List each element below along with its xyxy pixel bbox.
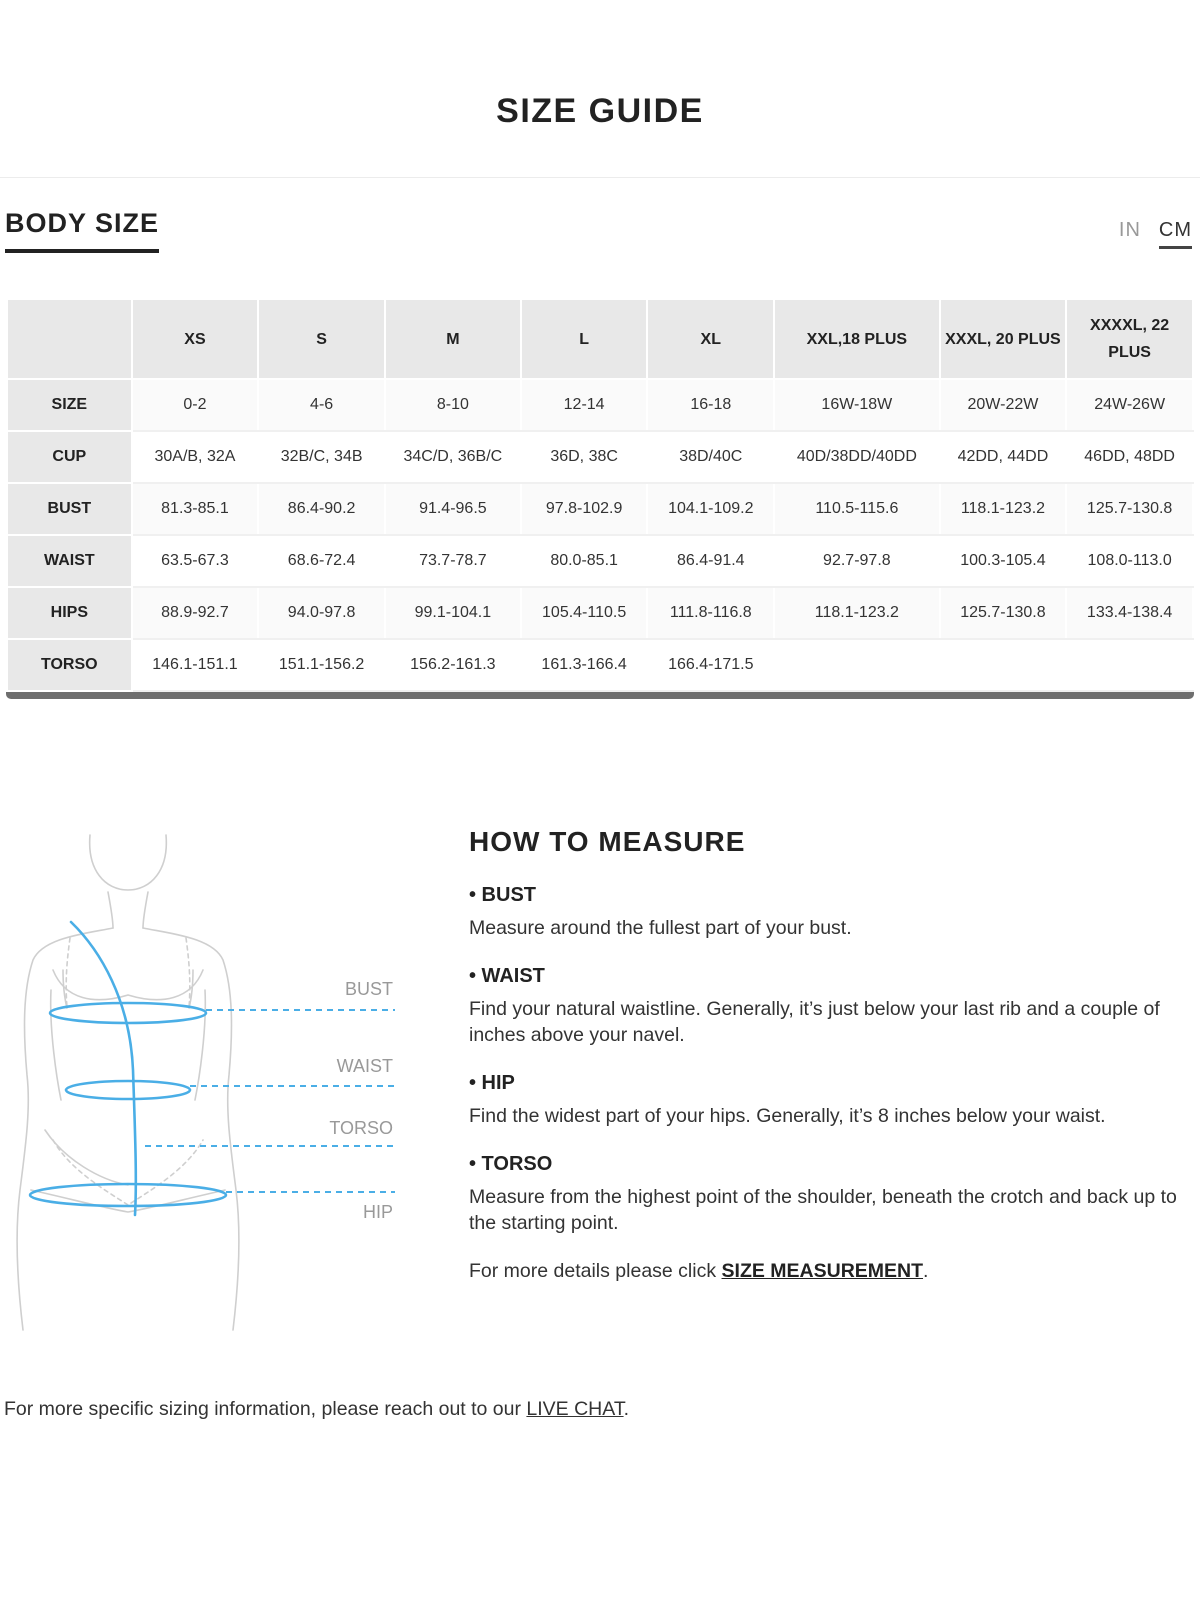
table-cell: 34C/D, 36B/C xyxy=(385,431,521,483)
table-cell: 63.5-67.3 xyxy=(132,535,259,587)
table-cell: 81.3-85.1 xyxy=(132,483,259,535)
live-chat-link[interactable]: LIVE CHAT xyxy=(526,1398,624,1420)
table-row xyxy=(7,483,1193,535)
measure-item-torso xyxy=(469,1153,1199,1236)
table-cell xyxy=(1066,639,1193,691)
table-cell: 110.5-115.6 xyxy=(774,483,939,535)
table-cell: 125.7-130.8 xyxy=(1066,483,1193,535)
column-header: XXL,18 PLUS xyxy=(774,299,939,379)
table-cell: 88.9-92.7 xyxy=(132,587,259,639)
row-header: HIPS xyxy=(7,587,132,639)
column-header: XS xyxy=(132,299,259,379)
table-row xyxy=(7,587,1193,639)
measure-heading: • WAIST xyxy=(469,965,545,987)
measure-heading: • TORSO xyxy=(469,1153,553,1175)
size-measurement-link[interactable]: SIZE MEASUREMENT xyxy=(721,1260,924,1282)
row-header: BUST xyxy=(7,483,132,535)
size-table xyxy=(6,298,1194,692)
table-row xyxy=(7,431,1193,483)
table-row xyxy=(7,535,1193,587)
measure-text: Measure from the highest point of the shoulder, beneath the crotch and back up to the starting point. xyxy=(469,1186,1177,1234)
bust-measure-line xyxy=(50,1003,206,1023)
size-table-container xyxy=(6,298,1194,699)
body-size-title: BODY SIZE xyxy=(5,208,159,253)
hip-measure-line xyxy=(30,1184,226,1206)
footer-note xyxy=(4,1398,629,1421)
column-header: XXXXL, 22 PLUS xyxy=(1066,299,1193,379)
table-cell: 0-2 xyxy=(132,379,259,431)
measure-text: Find your natural waistline. Generally, it’s just below your last rib and a couple of inches above your navel. xyxy=(469,998,1160,1046)
table-cell: 38D/40C xyxy=(647,431,774,483)
column-header: XL xyxy=(647,299,774,379)
table-cell: 16W-18W xyxy=(774,379,939,431)
table-cell: 166.4-171.5 xyxy=(647,639,774,691)
table-cell: 118.1-123.2 xyxy=(774,587,939,639)
unit-toggle xyxy=(1119,219,1192,249)
table-cell: 91.4-96.5 xyxy=(385,483,521,535)
table-row xyxy=(7,639,1193,691)
table-cell: 46DD, 48DD xyxy=(1066,431,1193,483)
hip-label: HIP xyxy=(362,1202,393,1222)
table-row xyxy=(7,379,1193,431)
table-cell: 24W-26W xyxy=(1066,379,1193,431)
waist-label: WAIST xyxy=(336,1056,393,1076)
page-title: SIZE GUIDE xyxy=(496,92,704,130)
how-to-measure-title: HOW TO MEASURE xyxy=(469,826,746,857)
measure-text: Find the widest part of your hips. Generally, it’s 8 inches below your waist. xyxy=(469,1105,1106,1127)
row-header: CUP xyxy=(7,431,132,483)
table-cell: 118.1-123.2 xyxy=(940,483,1067,535)
table-cell: 80.0-85.1 xyxy=(521,535,648,587)
table-cell: 4-6 xyxy=(258,379,385,431)
torso-label: TORSO xyxy=(329,1118,393,1138)
table-cell: 100.3-105.4 xyxy=(940,535,1067,587)
column-header xyxy=(7,299,132,379)
table-cell: 86.4-90.2 xyxy=(258,483,385,535)
table-cell: 104.1-109.2 xyxy=(647,483,774,535)
body-illustration xyxy=(5,830,405,1340)
measure-heading: • HIP xyxy=(469,1072,515,1094)
measure-item-bust xyxy=(469,884,1199,941)
unit-cm-button[interactable]: CM xyxy=(1159,219,1192,249)
measure-text: Measure around the fullest part of your bust. xyxy=(469,917,852,939)
table-cell: 36D, 38C xyxy=(521,431,648,483)
table-cell: 92.7-97.8 xyxy=(774,535,939,587)
table-cell: 161.3-166.4 xyxy=(521,639,648,691)
table-cell: 30A/B, 32A xyxy=(132,431,259,483)
more-details-prefix: For more details please click xyxy=(469,1260,722,1282)
how-to-measure-section xyxy=(469,826,1199,1283)
table-cell: 99.1-104.1 xyxy=(385,587,521,639)
table-cell: 20W-22W xyxy=(940,379,1067,431)
table-cell: 12-14 xyxy=(521,379,648,431)
table-cell: 97.8-102.9 xyxy=(521,483,648,535)
table-header-row xyxy=(7,299,1193,379)
table-cell xyxy=(940,639,1067,691)
table-cell: 32B/C, 34B xyxy=(258,431,385,483)
table-cell: 156.2-161.3 xyxy=(385,639,521,691)
table-cell: 105.4-110.5 xyxy=(521,587,648,639)
measurement-figure xyxy=(5,830,405,1340)
table-cell: 111.8-116.8 xyxy=(647,587,774,639)
column-header: L xyxy=(521,299,648,379)
unit-in-button[interactable]: IN xyxy=(1118,219,1141,241)
footer-suffix: . xyxy=(623,1398,629,1420)
column-header: XXXL, 20 PLUS xyxy=(940,299,1067,379)
measure-lines xyxy=(30,922,226,1215)
table-cell: 125.7-130.8 xyxy=(940,587,1067,639)
more-details-text xyxy=(469,1260,1199,1283)
measure-heading: • BUST xyxy=(469,884,537,906)
row-header: WAIST xyxy=(7,535,132,587)
table-cell: 94.0-97.8 xyxy=(258,587,385,639)
measure-item-hip xyxy=(469,1072,1199,1129)
measure-item-waist xyxy=(469,965,1199,1048)
table-cell: 146.1-151.1 xyxy=(132,639,259,691)
table-cell: 42DD, 44DD xyxy=(940,431,1067,483)
footer-prefix: For more specific sizing information, please reach out to our xyxy=(4,1398,527,1420)
table-cell: 86.4-91.4 xyxy=(647,535,774,587)
table-cell: 40D/38DD/40DD xyxy=(774,431,939,483)
table-cell: 8-10 xyxy=(385,379,521,431)
column-header: M xyxy=(385,299,521,379)
bust-label: BUST xyxy=(344,979,393,999)
body-outline xyxy=(17,835,239,1330)
table-cell: 108.0-113.0 xyxy=(1066,535,1193,587)
row-header: SIZE xyxy=(7,379,132,431)
table-cell xyxy=(774,639,939,691)
column-header: S xyxy=(258,299,385,379)
table-cell: 16-18 xyxy=(647,379,774,431)
header-divider xyxy=(0,177,1200,178)
more-details-suffix: . xyxy=(923,1260,929,1282)
table-cell: 68.6-72.4 xyxy=(258,535,385,587)
waist-measure-line xyxy=(66,1081,190,1099)
table-cell: 151.1-156.2 xyxy=(258,639,385,691)
table-cell: 73.7-78.7 xyxy=(385,535,521,587)
row-header: TORSO xyxy=(7,639,132,691)
table-cell: 133.4-138.4 xyxy=(1066,587,1193,639)
